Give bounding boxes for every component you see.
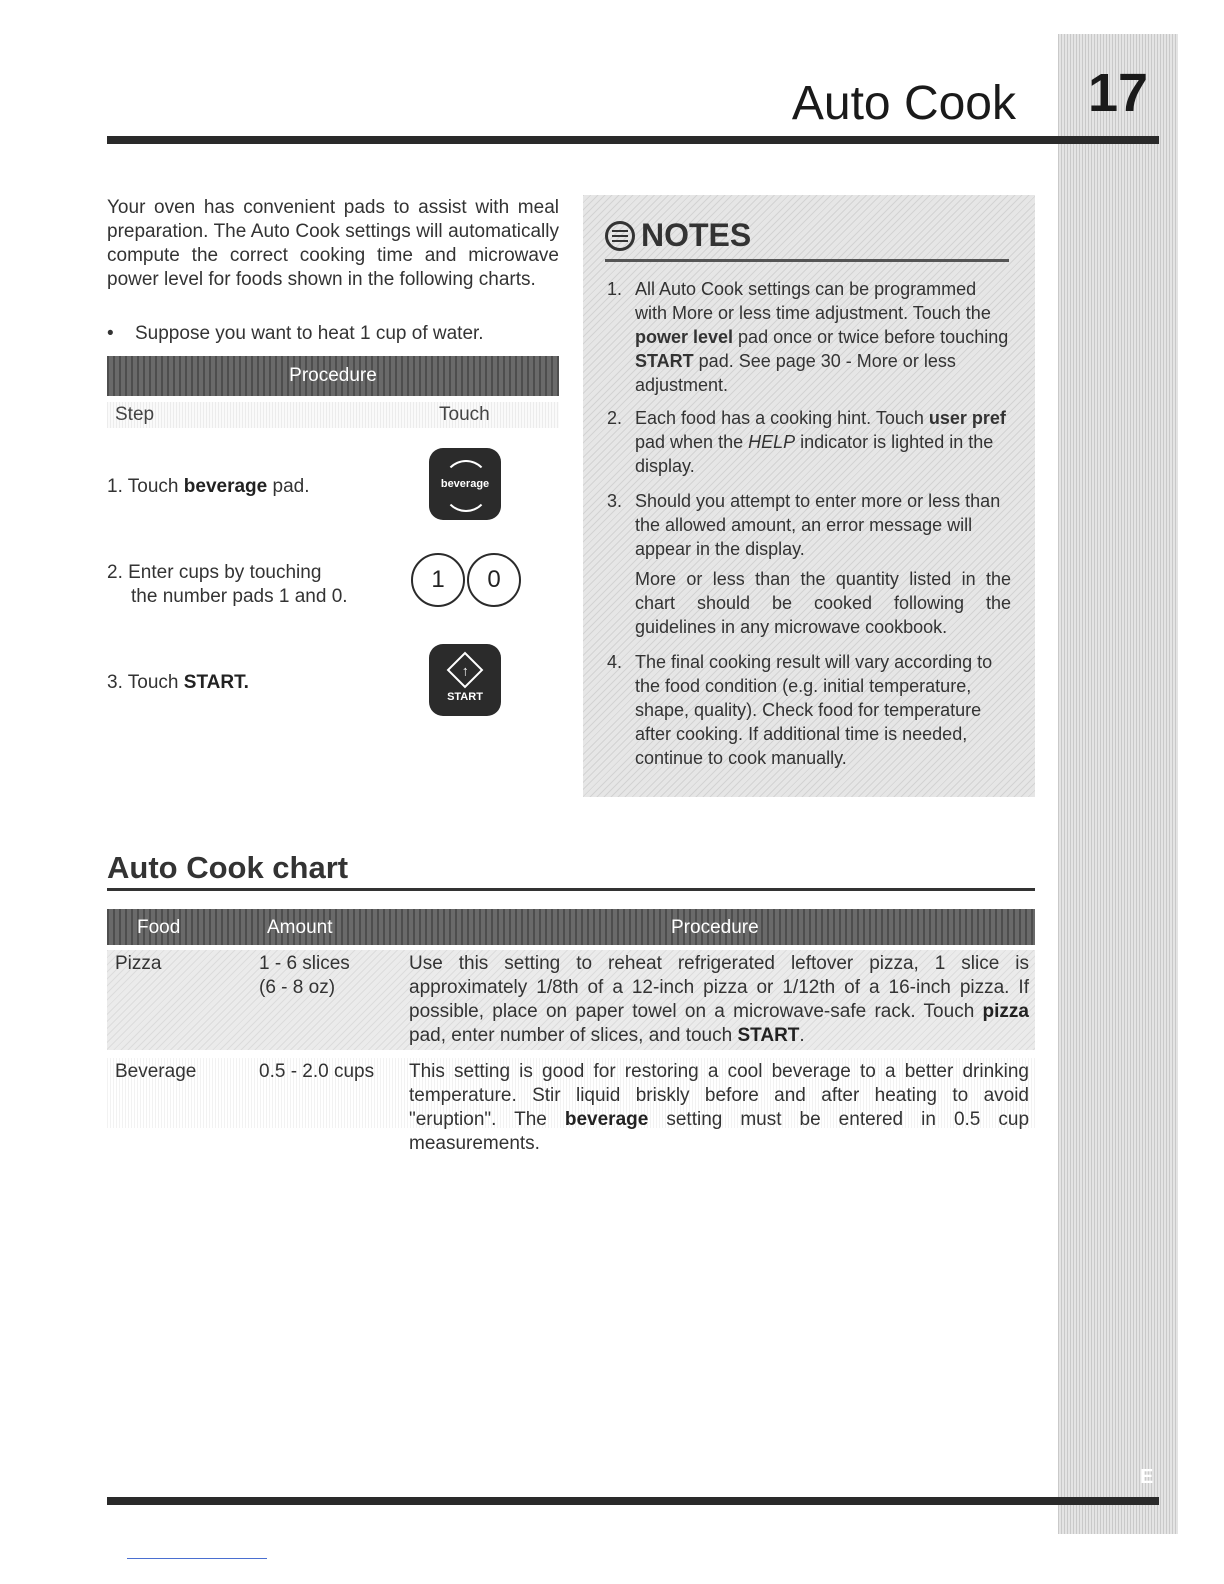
notes-title: NOTES (641, 217, 752, 253)
col-touch: Touch (439, 404, 490, 425)
notes-box (583, 195, 1035, 797)
header-rule (107, 136, 1159, 144)
start-arrow-icon: ↑ (461, 662, 469, 678)
note-4-text: The final cooking result will vary according to the food condition (e.g. initial temperature, shape, quality). Check food for temperature after cooking. If additional time is needed, continue to cook manually. (635, 652, 993, 768)
number-pad-0: 0 (467, 553, 521, 607)
step-2-line1: 2. Enter cups by touching (107, 562, 322, 583)
chart-col-food: Food (137, 917, 181, 938)
note-3 (607, 489, 1011, 561)
page-number: 17 (1087, 63, 1149, 123)
notes-rule (605, 259, 1009, 262)
step-2-line2: the number pads 1 and 0. (131, 586, 348, 607)
beverage-pad-label: beverage (440, 478, 490, 490)
footer-rule (107, 1497, 1159, 1505)
step-3 (107, 671, 249, 695)
chart-header-row (107, 909, 1035, 945)
note-4-number: 4. (607, 652, 623, 672)
note-1 (607, 277, 1011, 397)
step-1 (107, 475, 309, 499)
step-2 (107, 561, 348, 609)
intro-bullet (107, 322, 559, 346)
bullet-text: Suppose you want to heat 1 cup of water. (135, 323, 484, 344)
step-1-bold: beverage (183, 476, 268, 497)
row-amount: 1 - 6 slices (6 - 8 oz) (259, 953, 350, 998)
table-row (107, 1058, 1035, 1154)
bullet-symbol: • (107, 323, 114, 344)
note-2-number: 2. (607, 408, 623, 428)
step-1-tail: pad. (267, 476, 310, 497)
row-procedure: Use this setting to reheat refrigerated leftover pizza, 1 slice is approximately 1/8th of a 12-inch pizza or 1/12th of a 16-inch pizza. If possible, place on paper towel on a microwave-safe rack. Touch pizza pad, enter number of slices, and touch START. (409, 953, 1029, 1046)
side-tab-strip (1058, 34, 1178, 1534)
chart-col-amount: Amount (267, 917, 333, 938)
intro-paragraph: Your oven has convenient pads to assist with meal preparation. The Auto Cook settings will automatically compute the correct cooking time and microwave power level for foods shown in the following charts. (107, 197, 559, 290)
note-4 (607, 650, 1011, 770)
step-3-text: 3. Touch (107, 672, 184, 693)
number-pad-1: 1 (411, 553, 465, 607)
chart-rule (107, 888, 1035, 891)
start-pad-label: START (447, 691, 483, 703)
row-amount: 0.5 - 2.0 cups (259, 1061, 375, 1082)
notes-heading (605, 217, 751, 254)
procedure-columns (107, 402, 559, 428)
note-3-text: Should you attempt to enter more or less than the allowed amount, an error message will appear in the display. (635, 491, 1001, 559)
procedure-header: Procedure (107, 356, 559, 396)
note-1-number: 1. (607, 279, 623, 299)
note-2 (607, 406, 1011, 478)
page-title: Auto Cook (791, 77, 1016, 130)
pad-arc-bottom (440, 466, 490, 512)
step-1-text: 1. Touch (107, 476, 184, 497)
beverage-pad (429, 448, 501, 520)
table-row (107, 950, 1035, 1050)
chart-title: Auto Cook chart (107, 850, 349, 885)
start-diamond-icon (447, 652, 484, 689)
note-3-number: 3. (607, 491, 623, 511)
col-step: Step (115, 404, 155, 425)
side-tab-letter: E (1140, 1466, 1154, 1488)
notes-icon (605, 221, 635, 251)
note-3-extra: More or less than the quantity listed in the chart should be cooked following the guidelines in any microwave cookbook. (635, 569, 1011, 637)
note-2-text: Each food has a cooking hint. Touch user pref pad when the HELP indicator is lighted in the display. (635, 408, 1006, 476)
start-pad (429, 644, 501, 716)
note-1-text: All Auto Cook settings can be programmed with More or less time adjustment. Touch the power level pad once or twice before touching START pad. See page 30 - More or less adjustment. (635, 279, 1009, 395)
row-procedure: This setting is good for restoring a cool beverage to a better drinking temperature. Stir liquid briskly before and after heating to avoid "eruption". The beverage setting must be entered in 0.5 cup measurements. (409, 1061, 1030, 1154)
step-3-bold: START. (183, 672, 249, 693)
row-food: Pizza (115, 953, 162, 974)
row-food: Beverage (115, 1061, 197, 1082)
footer-link-line (127, 1558, 267, 1559)
chart-col-procedure: Procedure (671, 917, 759, 938)
